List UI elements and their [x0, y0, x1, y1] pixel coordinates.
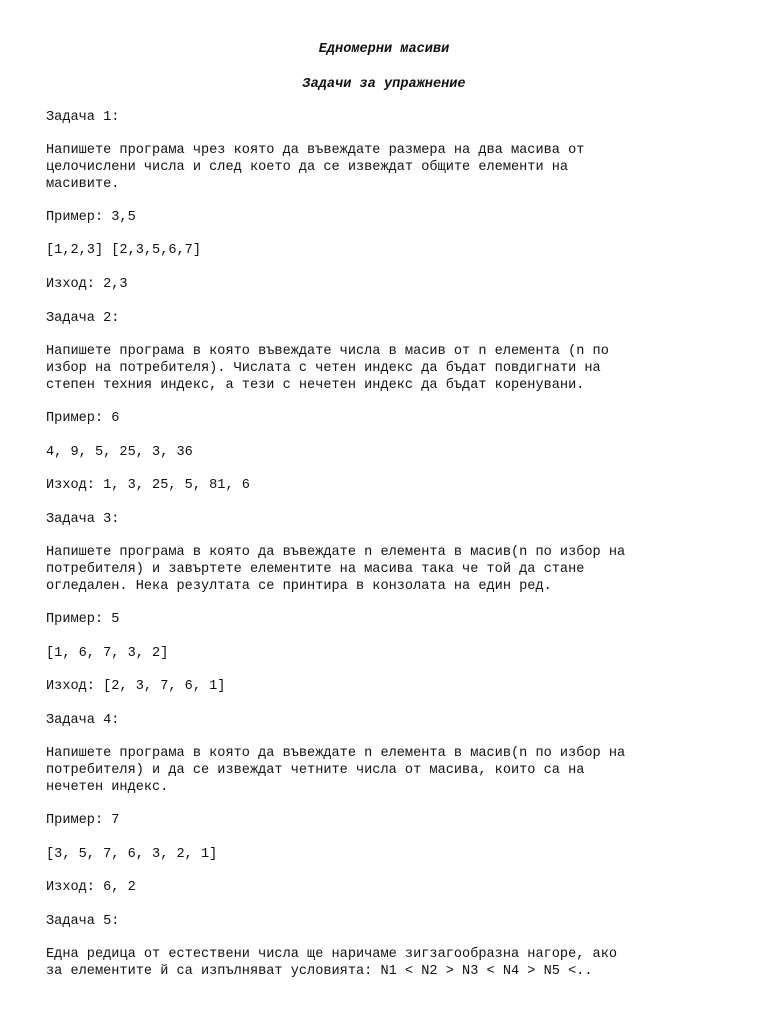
task-4-description-line-3: нечетен индекс.: [46, 780, 169, 795]
document-subtitle: Задачи за упражнение: [302, 77, 466, 92]
task-5-description-line-1: Една редица от естествени числа ще наричаме зигзагообразна нагоре, ако: [46, 947, 618, 962]
task-3-output: Изход: [2, 3, 7, 6, 1]: [46, 679, 226, 694]
task-2-heading: Задача 2:: [46, 311, 120, 326]
task-3-description-line-1: Напишете програма в която да въвеждате n елемента в масив(n по избор на: [46, 545, 626, 560]
task-3-description-line-3: огледален. Нека резултата се принтира в конзолата на един ред.: [46, 579, 552, 594]
task-3-description-line-2: потребителя) и завъртете елементите на масива така че той да стане: [46, 562, 585, 577]
document-title: Едномерни масиви: [318, 42, 450, 57]
task-2-input: 4, 9, 5, 25, 3, 36: [46, 445, 193, 460]
task-5-heading: Задача 5:: [46, 914, 120, 929]
task-1-description-line-2: целочислени числа и след което да се извеждат общите елементи на: [46, 160, 569, 175]
task-3-example: Пример: 5: [46, 612, 120, 627]
task-1-input: [1,2,3] [2,3,5,6,7]: [46, 243, 201, 258]
task-4-description-line-1: Напишете програма в която да въвеждате n елемента в масив(n по избор на: [46, 746, 626, 761]
task-2-description-line-2: избор на потребителя). Числата с четен индекс да бъдат повдигнати на: [46, 361, 601, 376]
task-2-example: Пример: 6: [46, 411, 120, 426]
task-5-description-line-2: за елементите й са изпълняват условията: N1 < N2 > N3 < N4 > N5 <..: [46, 964, 593, 979]
task-2-description-line-3: степен техния индекс, а тези с нечетен индекс да бъдат коренувани.: [46, 378, 585, 393]
task-4-input: [3, 5, 7, 6, 3, 2, 1]: [46, 847, 218, 862]
task-1-heading: Задача 1:: [46, 110, 120, 125]
task-4-example: Пример: 7: [46, 813, 120, 828]
task-4-heading: Задача 4:: [46, 713, 120, 728]
task-1-description-line-1: Напишете програма чрез която да въвеждате размера на два масива от: [46, 143, 585, 158]
task-1-output: Изход: 2,3: [46, 277, 128, 292]
task-1-example: Пример: 3,5: [46, 210, 136, 225]
task-2-description-line-1: Напишете програма в която въвеждате числа в масив от n елемента (n по: [46, 344, 609, 359]
task-1-description-line-3: масивите.: [46, 177, 120, 192]
task-3-input: [1, 6, 7, 3, 2]: [46, 646, 169, 661]
task-3-heading: Задача 3:: [46, 512, 120, 527]
task-2-output: Изход: 1, 3, 25, 5, 81, 6: [46, 478, 250, 493]
task-4-output: Изход: 6, 2: [46, 880, 136, 895]
task-4-description-line-2: потребителя) и да се извеждат четните числа от масива, които са на: [46, 763, 585, 778]
